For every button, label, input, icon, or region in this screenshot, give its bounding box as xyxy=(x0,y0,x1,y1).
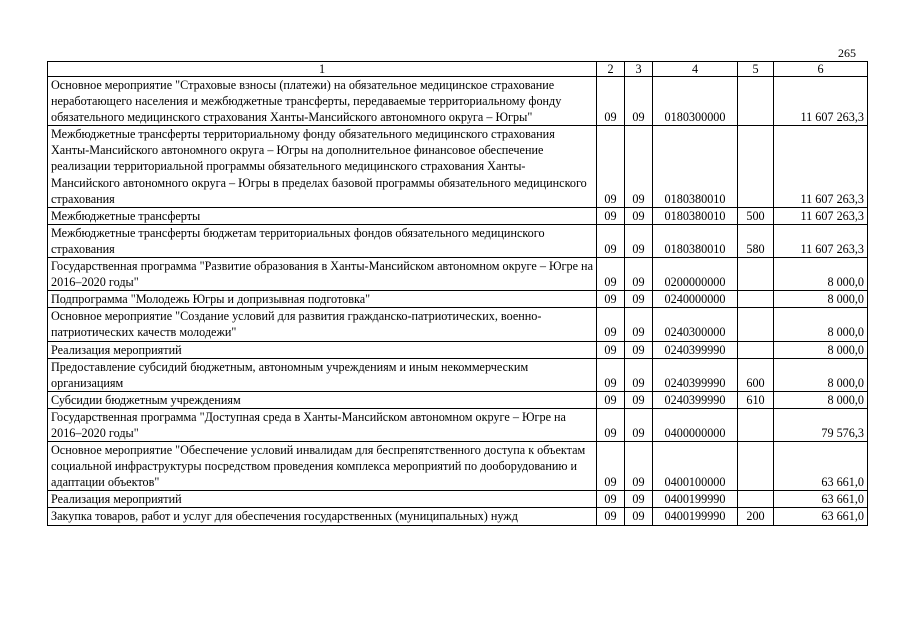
row-amount-cell: 63 661,0 xyxy=(774,442,868,491)
table-header-row xyxy=(48,62,868,77)
row-code-4-cell: 0400000000 xyxy=(653,408,738,441)
row-code-2-cell: 09 xyxy=(597,358,625,391)
header-cell: 4 xyxy=(653,62,738,77)
row-code-5-cell xyxy=(738,491,774,508)
row-code-3-cell: 09 xyxy=(625,491,653,508)
row-code-5-cell xyxy=(738,126,774,207)
row-amount-cell: 8 000,0 xyxy=(774,308,868,341)
row-code-5-cell xyxy=(738,291,774,308)
row-amount-cell: 8 000,0 xyxy=(774,258,868,291)
row-code-4-cell: 0180380010 xyxy=(653,207,738,224)
table-row xyxy=(48,258,868,291)
row-code-2-cell: 09 xyxy=(597,442,625,491)
row-code-2-cell: 09 xyxy=(597,391,625,408)
row-code-2-cell: 09 xyxy=(597,408,625,441)
row-code-3-cell: 09 xyxy=(625,341,653,358)
row-amount-cell: 8 000,0 xyxy=(774,391,868,408)
row-code-5-cell: 500 xyxy=(738,207,774,224)
row-code-4-cell: 0240399990 xyxy=(653,358,738,391)
row-code-3-cell: 09 xyxy=(625,77,653,126)
row-code-3-cell: 09 xyxy=(625,442,653,491)
row-name-cell: Реализация мероприятий xyxy=(48,341,597,358)
row-name-cell: Межбюджетные трансферты бюджетам территориальных фондов обязательного медицинского страхования xyxy=(48,224,597,257)
row-code-4-cell: 0180380010 xyxy=(653,126,738,207)
row-name-cell: Межбюджетные трансферты территориальному фонду обязательного медицинского страхования Ханты-Мансийского автономного округа – Югры на дополнительное финансовое обеспечение реализации территориальной программы обязательного медицинского страхования Ханты-Мансийского автономного округа – Югры в пределах базовой программы обязательного медицинского страхования xyxy=(48,126,597,207)
row-code-2-cell: 09 xyxy=(597,508,625,525)
row-name-cell: Подпрограмма "Молодежь Югры и допризывная подготовка" xyxy=(48,291,597,308)
row-code-2-cell: 09 xyxy=(597,207,625,224)
row-code-4-cell: 0200000000 xyxy=(653,258,738,291)
row-code-5-cell xyxy=(738,258,774,291)
row-code-2-cell: 09 xyxy=(597,126,625,207)
row-code-5-cell xyxy=(738,442,774,491)
header-cell: 6 xyxy=(774,62,868,77)
row-code-5-cell: 600 xyxy=(738,358,774,391)
header-cell: 5 xyxy=(738,62,774,77)
row-code-2-cell: 09 xyxy=(597,258,625,291)
table-row xyxy=(48,391,868,408)
row-amount-cell: 11 607 263,3 xyxy=(774,126,868,207)
table-row xyxy=(48,77,868,126)
table-body xyxy=(48,77,868,526)
row-name-cell: Основное мероприятие "Обеспечение условий инвалидам для беспрепятственного доступа к объектам социальной инфраструктуры посредством проведения комплекса мероприятий по дооборудованию и адаптации объектов" xyxy=(48,442,597,491)
row-name-cell: Основное мероприятие "Создание условий для развития гражданско-патриотических, военно-патриотических качеств молодежи" xyxy=(48,308,597,341)
header-cell: 3 xyxy=(625,62,653,77)
row-code-3-cell: 09 xyxy=(625,207,653,224)
header-cell: 1 xyxy=(48,62,597,77)
row-amount-cell: 8 000,0 xyxy=(774,358,868,391)
row-code-3-cell: 09 xyxy=(625,126,653,207)
row-name-cell: Предоставление субсидий бюджетным, автономным учреждениям и иным некоммерческим организациям xyxy=(48,358,597,391)
row-code-3-cell: 09 xyxy=(625,224,653,257)
table-row xyxy=(48,442,868,491)
row-name-cell: Основное мероприятие "Страховые взносы (платежи) на обязательное медицинское страхование неработающего населения и межбюджетные трансферты, передаваемые территориальному фонду обязательного медицинского страхования Ханты-Мансийского автономного округа – Югры" xyxy=(48,77,597,126)
row-code-4-cell: 0240399990 xyxy=(653,391,738,408)
table-row xyxy=(48,358,868,391)
row-code-2-cell: 09 xyxy=(597,491,625,508)
row-name-cell: Государственная программа "Доступная среда в Ханты-Мансийском автономном округе – Югре на 2016–2020 годы" xyxy=(48,408,597,441)
row-amount-cell: 79 576,3 xyxy=(774,408,868,441)
row-code-4-cell: 0400199990 xyxy=(653,508,738,525)
row-code-3-cell: 09 xyxy=(625,408,653,441)
row-name-cell: Межбюджетные трансферты xyxy=(48,207,597,224)
table-row xyxy=(48,291,868,308)
row-name-cell: Реализация мероприятий xyxy=(48,491,597,508)
row-code-4-cell: 0400100000 xyxy=(653,442,738,491)
row-amount-cell: 63 661,0 xyxy=(774,491,868,508)
row-name-cell: Государственная программа "Развитие образования в Ханты-Мансийском автономном округе – Югре на 2016–2020 годы" xyxy=(48,258,597,291)
row-code-2-cell: 09 xyxy=(597,291,625,308)
row-code-4-cell: 0180300000 xyxy=(653,77,738,126)
row-code-2-cell: 09 xyxy=(597,308,625,341)
row-code-4-cell: 0240399990 xyxy=(653,341,738,358)
row-code-3-cell: 09 xyxy=(625,391,653,408)
row-code-4-cell: 0400199990 xyxy=(653,491,738,508)
row-name-cell: Закупка товаров, работ и услуг для обеспечения государственных (муниципальных) нужд xyxy=(48,508,597,525)
row-code-2-cell: 09 xyxy=(597,224,625,257)
row-code-5-cell xyxy=(738,77,774,126)
row-amount-cell: 8 000,0 xyxy=(774,341,868,358)
table-row xyxy=(48,308,868,341)
row-code-5-cell xyxy=(738,341,774,358)
row-code-5-cell xyxy=(738,308,774,341)
table-row xyxy=(48,207,868,224)
header-cell: 2 xyxy=(597,62,625,77)
row-code-3-cell: 09 xyxy=(625,308,653,341)
row-code-3-cell: 09 xyxy=(625,358,653,391)
row-code-5-cell xyxy=(738,408,774,441)
table-row xyxy=(48,508,868,525)
row-code-4-cell: 0180380010 xyxy=(653,224,738,257)
row-amount-cell: 11 607 263,3 xyxy=(774,224,868,257)
row-code-2-cell: 09 xyxy=(597,77,625,126)
row-amount-cell: 11 607 263,3 xyxy=(774,207,868,224)
row-code-2-cell: 09 xyxy=(597,341,625,358)
table-row xyxy=(48,341,868,358)
row-code-4-cell: 0240000000 xyxy=(653,291,738,308)
row-name-cell: Субсидии бюджетным учреждениям xyxy=(48,391,597,408)
row-code-3-cell: 09 xyxy=(625,291,653,308)
budget-table xyxy=(47,61,868,526)
row-code-3-cell: 09 xyxy=(625,258,653,291)
row-code-5-cell: 580 xyxy=(738,224,774,257)
table-row xyxy=(48,491,868,508)
row-amount-cell: 63 661,0 xyxy=(774,508,868,525)
row-amount-cell: 11 607 263,3 xyxy=(774,77,868,126)
row-code-5-cell: 200 xyxy=(738,508,774,525)
table-row xyxy=(48,126,868,207)
page-number: 265 xyxy=(838,46,856,60)
row-code-3-cell: 09 xyxy=(625,508,653,525)
row-code-4-cell: 0240300000 xyxy=(653,308,738,341)
row-amount-cell: 8 000,0 xyxy=(774,291,868,308)
row-code-5-cell: 610 xyxy=(738,391,774,408)
table-row xyxy=(48,408,868,441)
table-row xyxy=(48,224,868,257)
